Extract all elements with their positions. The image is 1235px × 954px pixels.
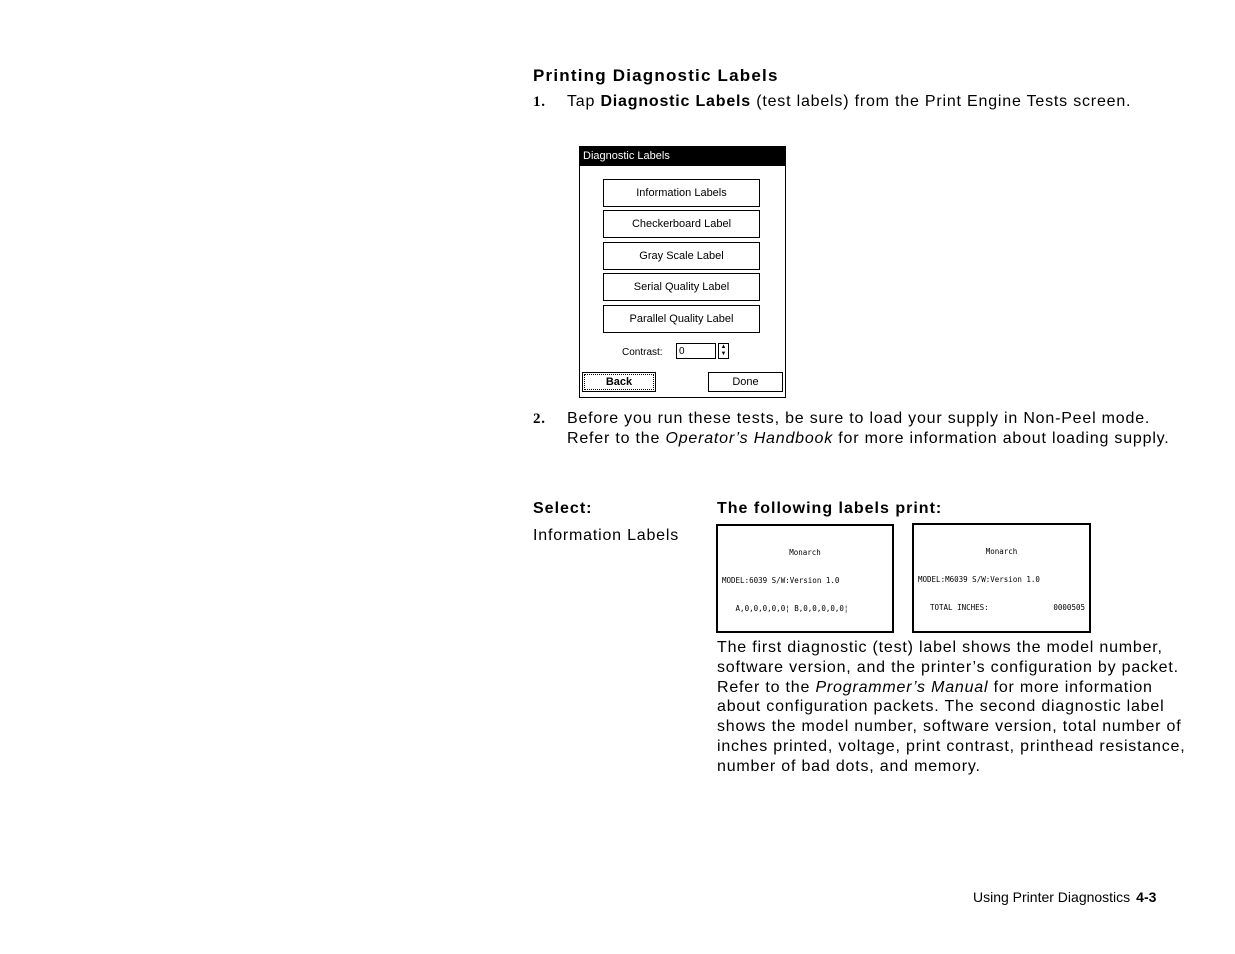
step-number: 1. <box>533 94 546 110</box>
label-line: MODEL:6039 S/W:Version 1.0 <box>722 576 840 586</box>
contrast-label: Contrast: <box>622 347 663 358</box>
label-row <box>918 631 1085 633</box>
step-bold-term: Diagnostic Labels <box>600 93 751 110</box>
label-model: MODEL:M6039 S/W:Version 1.0 <box>918 575 1040 585</box>
information-label-2 <box>912 523 1091 633</box>
done-button[interactable]: Done <box>708 372 783 392</box>
spin-up-icon[interactable]: ▲ <box>720 344 727 350</box>
step-number: 2. <box>533 411 546 427</box>
parallel-quality-label-button[interactable]: Parallel Quality Label <box>603 305 760 333</box>
section-heading: Printing Diagnostic Labels <box>533 66 779 85</box>
step-text-cont: for more information about loading supply. <box>833 430 1170 447</box>
dialog-title: Diagnostic Labels <box>580 147 785 166</box>
serial-quality-label-button[interactable]: Serial Quality Label <box>603 273 760 301</box>
step-2 <box>533 409 1183 449</box>
label-brand: Monarch <box>789 547 821 557</box>
contrast-input[interactable]: 0 <box>676 343 716 359</box>
checkerboard-label-button[interactable]: Checkerboard Label <box>603 210 760 238</box>
back-button[interactable]: Back <box>582 372 656 392</box>
footer-text: Using Printer Diagnostics <box>973 889 1131 905</box>
information-labels-button[interactable]: Information Labels <box>603 179 760 207</box>
step-text: Tap <box>567 93 601 110</box>
label-line <box>722 632 888 633</box>
label-line: A,0,0,0,0,0¦ B,0,0,0,0,0¦ <box>722 604 849 614</box>
label-description: The first diagnostic (test) label shows the model number, software version, and the printer’s configuration by packet. Refer to the Programmer’s Manual for more information about configuration packets. The second diagnostic label shows the model number, software version, total number of inches printed, voltage, print contrast, printhead resistance, number of bad dots, and memory. <box>717 639 1186 775</box>
label-row: TOTAL INCHES: 0000505 <box>930 603 1085 613</box>
diagnostic-labels-dialog <box>579 146 786 398</box>
gray-scale-label-button[interactable]: Gray Scale Label <box>603 242 760 270</box>
select-item: Information Labels <box>533 527 680 544</box>
spin-down-icon[interactable]: ▼ <box>720 351 727 357</box>
handbook-title: Operator’s Handbook <box>665 430 834 447</box>
information-label-1 <box>716 524 894 633</box>
prints-column-header: The following labels print: <box>717 500 943 517</box>
label-brand: Monarch <box>985 546 1018 556</box>
manual-title: Programmer’s Manual <box>815 678 989 696</box>
step-1 <box>533 92 1183 112</box>
step-text-cont: (test labels) from the Print Engine Tests screen. <box>750 93 1132 110</box>
contrast-spinner[interactable] <box>718 343 729 359</box>
page-footer <box>973 889 1156 905</box>
page-number: 4-3 <box>1136 889 1157 905</box>
step-text: Before you run these tests, be sure to load your supply in Non-Peel mode. Refer to the <box>567 410 1151 447</box>
select-column-header: Select: <box>533 500 593 517</box>
